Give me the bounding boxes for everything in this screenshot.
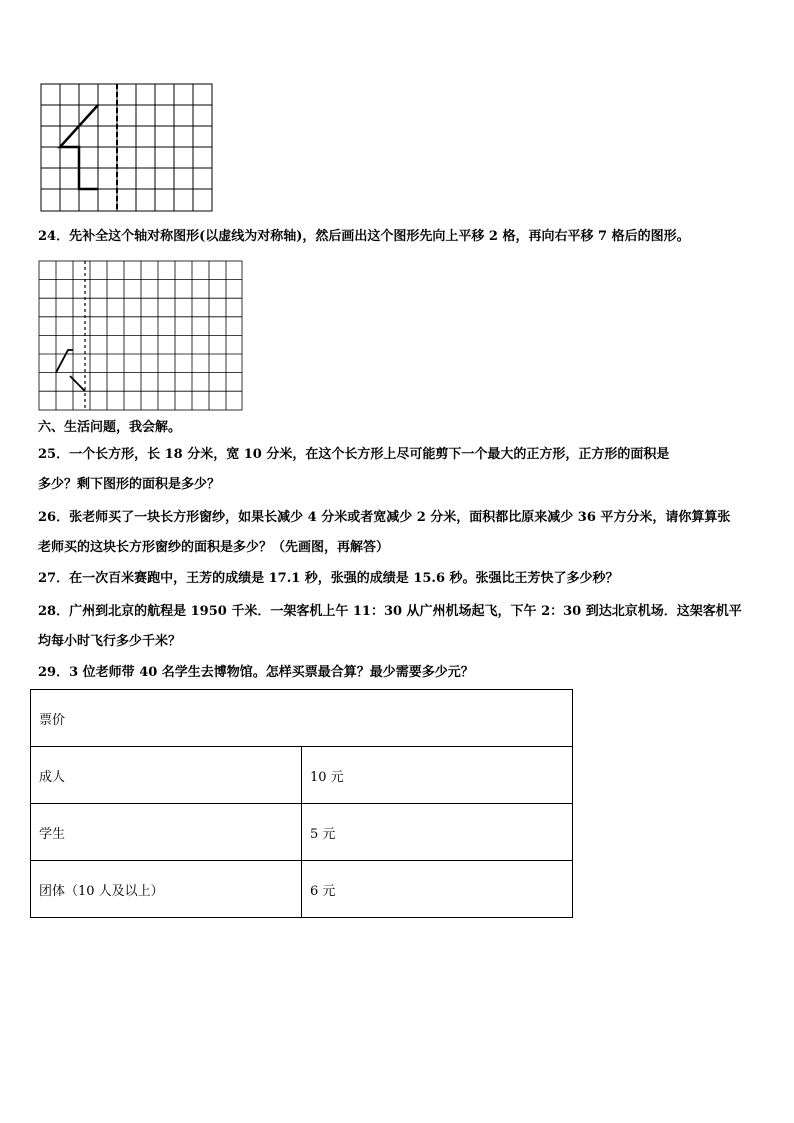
ticket-type: 学生 (31, 804, 302, 861)
ticket-price: 6 元 (302, 861, 573, 918)
half-figure-2 (56, 350, 73, 373)
question-26-line-1: 26．张老师买了一块长方形窗纱，如果长减少 4 分米或者宽减少 2 分米，面积都比原来减少 36 平方分米，请你算算张 (38, 510, 731, 525)
question-28-line-1: 28．广州到北京的航程是 1950 千米．一架客机上午 11：30 从广州机场起飞，下午 2：30 到达北京机场．这架客机平 (38, 604, 742, 619)
section-6-title: 六、生活问题，我会解。 (38, 420, 182, 435)
ticket-type: 成人 (31, 747, 302, 804)
price-table (30, 689, 573, 918)
question-29: 29．3 位老师带 40 名学生去博物馆。怎样买票最合算？最少需要多少元？ (38, 665, 474, 680)
table-row (31, 861, 573, 918)
table-row (31, 747, 573, 804)
table-header-row (31, 690, 573, 747)
question-25-line-1: 25．一个长方形，长 18 分米，宽 10 分米，在这个长方形上尽可能剪下一个最大的正方形，正方形的面积是 (38, 447, 670, 462)
ticket-price: 10 元 (302, 747, 573, 804)
question-24: 24．先补全这个轴对称图形(以虚线为对称轴)，然后画出这个图形先向上平移 2 格，再向右平移 7 格后的图形。 (38, 229, 690, 244)
ticket-type: 团体（10 人及以上） (31, 861, 302, 918)
question-26-line-2: 老师买的这块长方形窗纱的面积是多少？（先画图，再解答） (38, 540, 390, 555)
question-27: 27．在一次百米赛跑中，王芳的成绩是 17.1 秒，张强的成绩是 15.6 秒。张强比王芳快了多少秒？ (38, 571, 619, 586)
ticket-price: 5 元 (302, 804, 573, 861)
grid-figure-1 (40, 83, 214, 213)
grid-2-lines (39, 261, 242, 410)
table-header: 票价 (31, 690, 573, 747)
table-row (31, 804, 573, 861)
grid-figure-2 (38, 260, 244, 412)
question-28-line-2: 均每小时飞行多少千米？ (38, 634, 182, 649)
question-25-line-2: 多少？剩下图形的面积是多少？ (38, 477, 221, 492)
